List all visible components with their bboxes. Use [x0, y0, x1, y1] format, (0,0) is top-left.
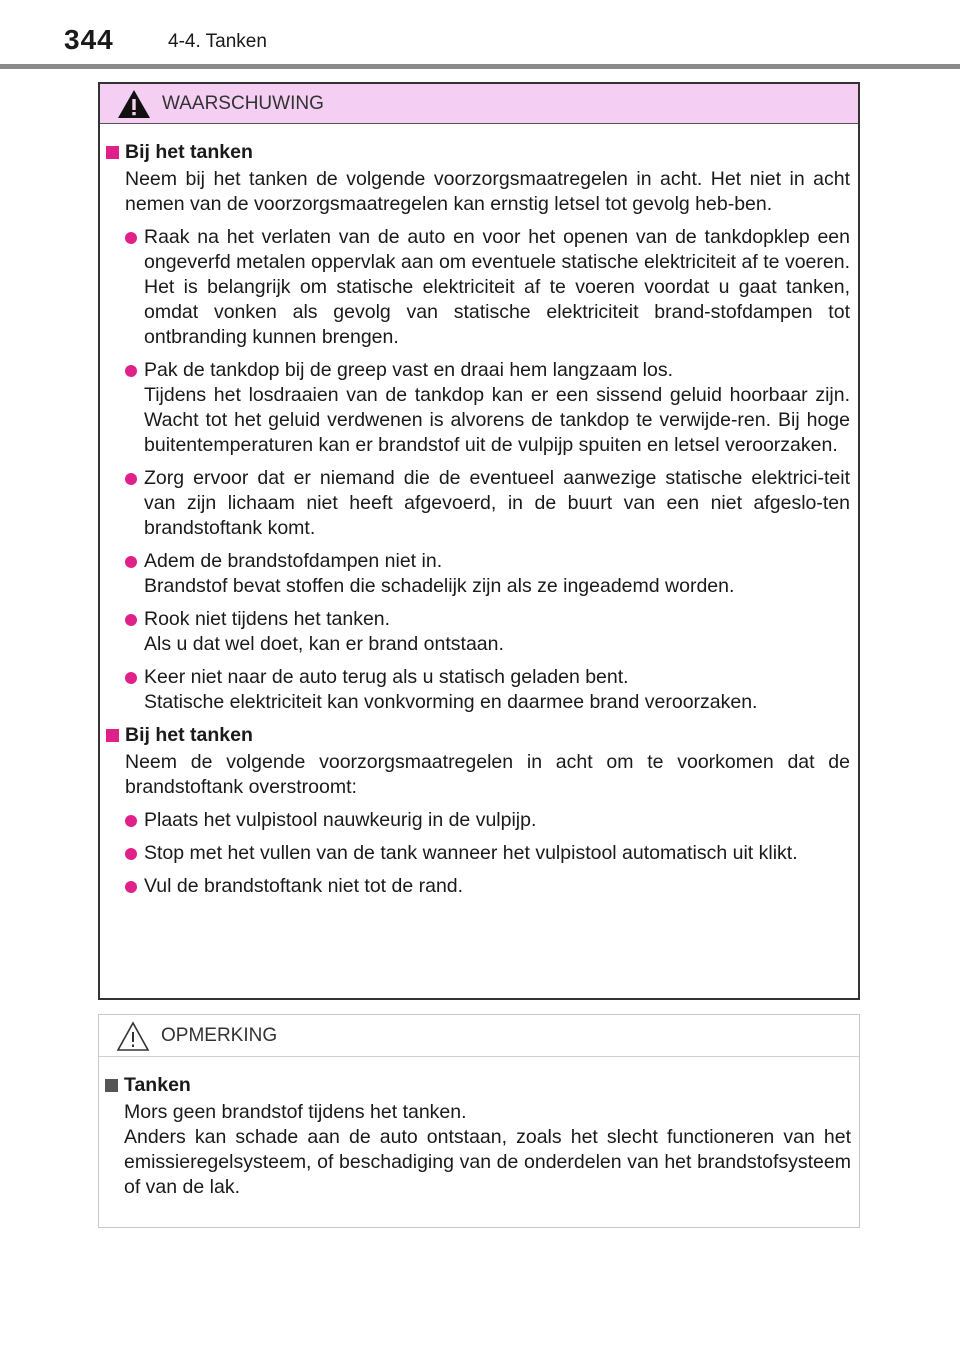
square-bullet-icon	[106, 146, 119, 159]
page-number: 344	[64, 24, 114, 55]
warning-title: WAARSCHUWING	[162, 92, 324, 114]
square-bullet-icon	[105, 1079, 118, 1092]
list-item: Raak na het verlaten van de auto en voor het openen van de tankdopklep een ongeverfd metalen oppervlak aan om eventuele statische elektriciteit af te voeren. Het is belangrijk om statische elektriciteit af te voeren voordat u gaat tanken, omdat vonken als gevolg van statische elektriciteit brand-stofdampen tot ontbranding kunnen brengen.	[106, 225, 850, 350]
list-item: Rook niet tijdens het tanken. Als u dat wel doet, kan er brand ontstaan.	[106, 607, 850, 657]
section-title: 4-4. Tanken	[168, 31, 267, 52]
list-item: Adem de brandstofdampen niet in. Brandstof bevat stoffen die schadelijk zijn als ze ingeademd worden.	[106, 549, 850, 599]
dot-bullet-icon	[125, 232, 137, 244]
note-body	[99, 1057, 859, 1200]
warning-header	[100, 84, 858, 124]
section-intro: Neem de volgende voorzorgsmaatregelen in acht om te voorkomen dat de brandstoftank overstroomt:	[125, 751, 850, 798]
dot-bullet-icon	[125, 672, 137, 684]
list-item: Zorg ervoor dat er niemand die de eventueel aanwezige statische elektrici-teit van zijn lichaam niet heeft afgevoerd, in de buurt van een niet afgeslo-ten brandstoftank komt.	[106, 466, 850, 541]
list-item: Keer niet naar de auto terug als u statisch geladen bent. Statische elektriciteit kan vonkvorming en daarmee brand veroorzaken.	[106, 665, 850, 715]
dot-bullet-icon	[125, 815, 137, 827]
note-text: Mors geen brandstof tijdens het tanken. Anders kan schade aan de auto ontstaan, zoals het slecht functioneren van het emissieregelsysteem, of beschadiging van de onderdelen van het brandstofsysteem of van de lak.	[124, 1101, 851, 1198]
caution-triangle-icon	[115, 1020, 151, 1052]
dot-bullet-icon	[125, 848, 137, 860]
page-header	[0, 0, 960, 70]
warning-box	[98, 82, 860, 1000]
dot-bullet-icon	[125, 556, 137, 568]
section-intro: Neem bij het tanken de volgende voorzorgsmaatregelen in acht. Het niet in acht nemen van de voorzorgsmaatregelen kan ernstig letsel tot gevolg heb-ben.	[125, 168, 850, 215]
note-box	[98, 1014, 860, 1228]
dot-bullet-icon	[125, 881, 137, 893]
square-bullet-icon	[106, 729, 119, 742]
warning-body	[100, 124, 858, 899]
dot-bullet-icon	[125, 473, 137, 485]
note-header	[99, 1015, 859, 1057]
list-item: Plaats het vulpistool nauwkeurig in de vulpijp.	[106, 808, 850, 833]
warning-section-1	[106, 140, 850, 715]
list-item: Vul de brandstoftank niet tot de rand.	[106, 874, 850, 899]
dot-bullet-icon	[125, 365, 137, 377]
note-title: OPMERKING	[161, 1024, 278, 1046]
warning-triangle-icon	[116, 88, 152, 120]
warning-section-2	[106, 723, 850, 899]
section-heading: Bij het tanken	[106, 140, 850, 165]
list-item: Stop met het vullen van de tank wanneer het vulpistool automatisch uit klikt.	[106, 841, 850, 866]
section-heading: Bij het tanken	[106, 723, 850, 748]
list-item: Pak de tankdop bij de greep vast en draai hem langzaam los. Tijdens het losdraaien van de tankdop kan er een sissend geluid hoorbaar zijn. Wacht tot het geluid verdwenen is alvorens de tankdop te verwijde-ren. Bij hoge buitentemperaturen kan er brandstof uit de vulpijp spuiten en letsel veroorzaken.	[106, 358, 850, 458]
note-heading: Tanken	[105, 1073, 851, 1098]
dot-bullet-icon	[125, 614, 137, 626]
header-rule	[0, 64, 960, 69]
